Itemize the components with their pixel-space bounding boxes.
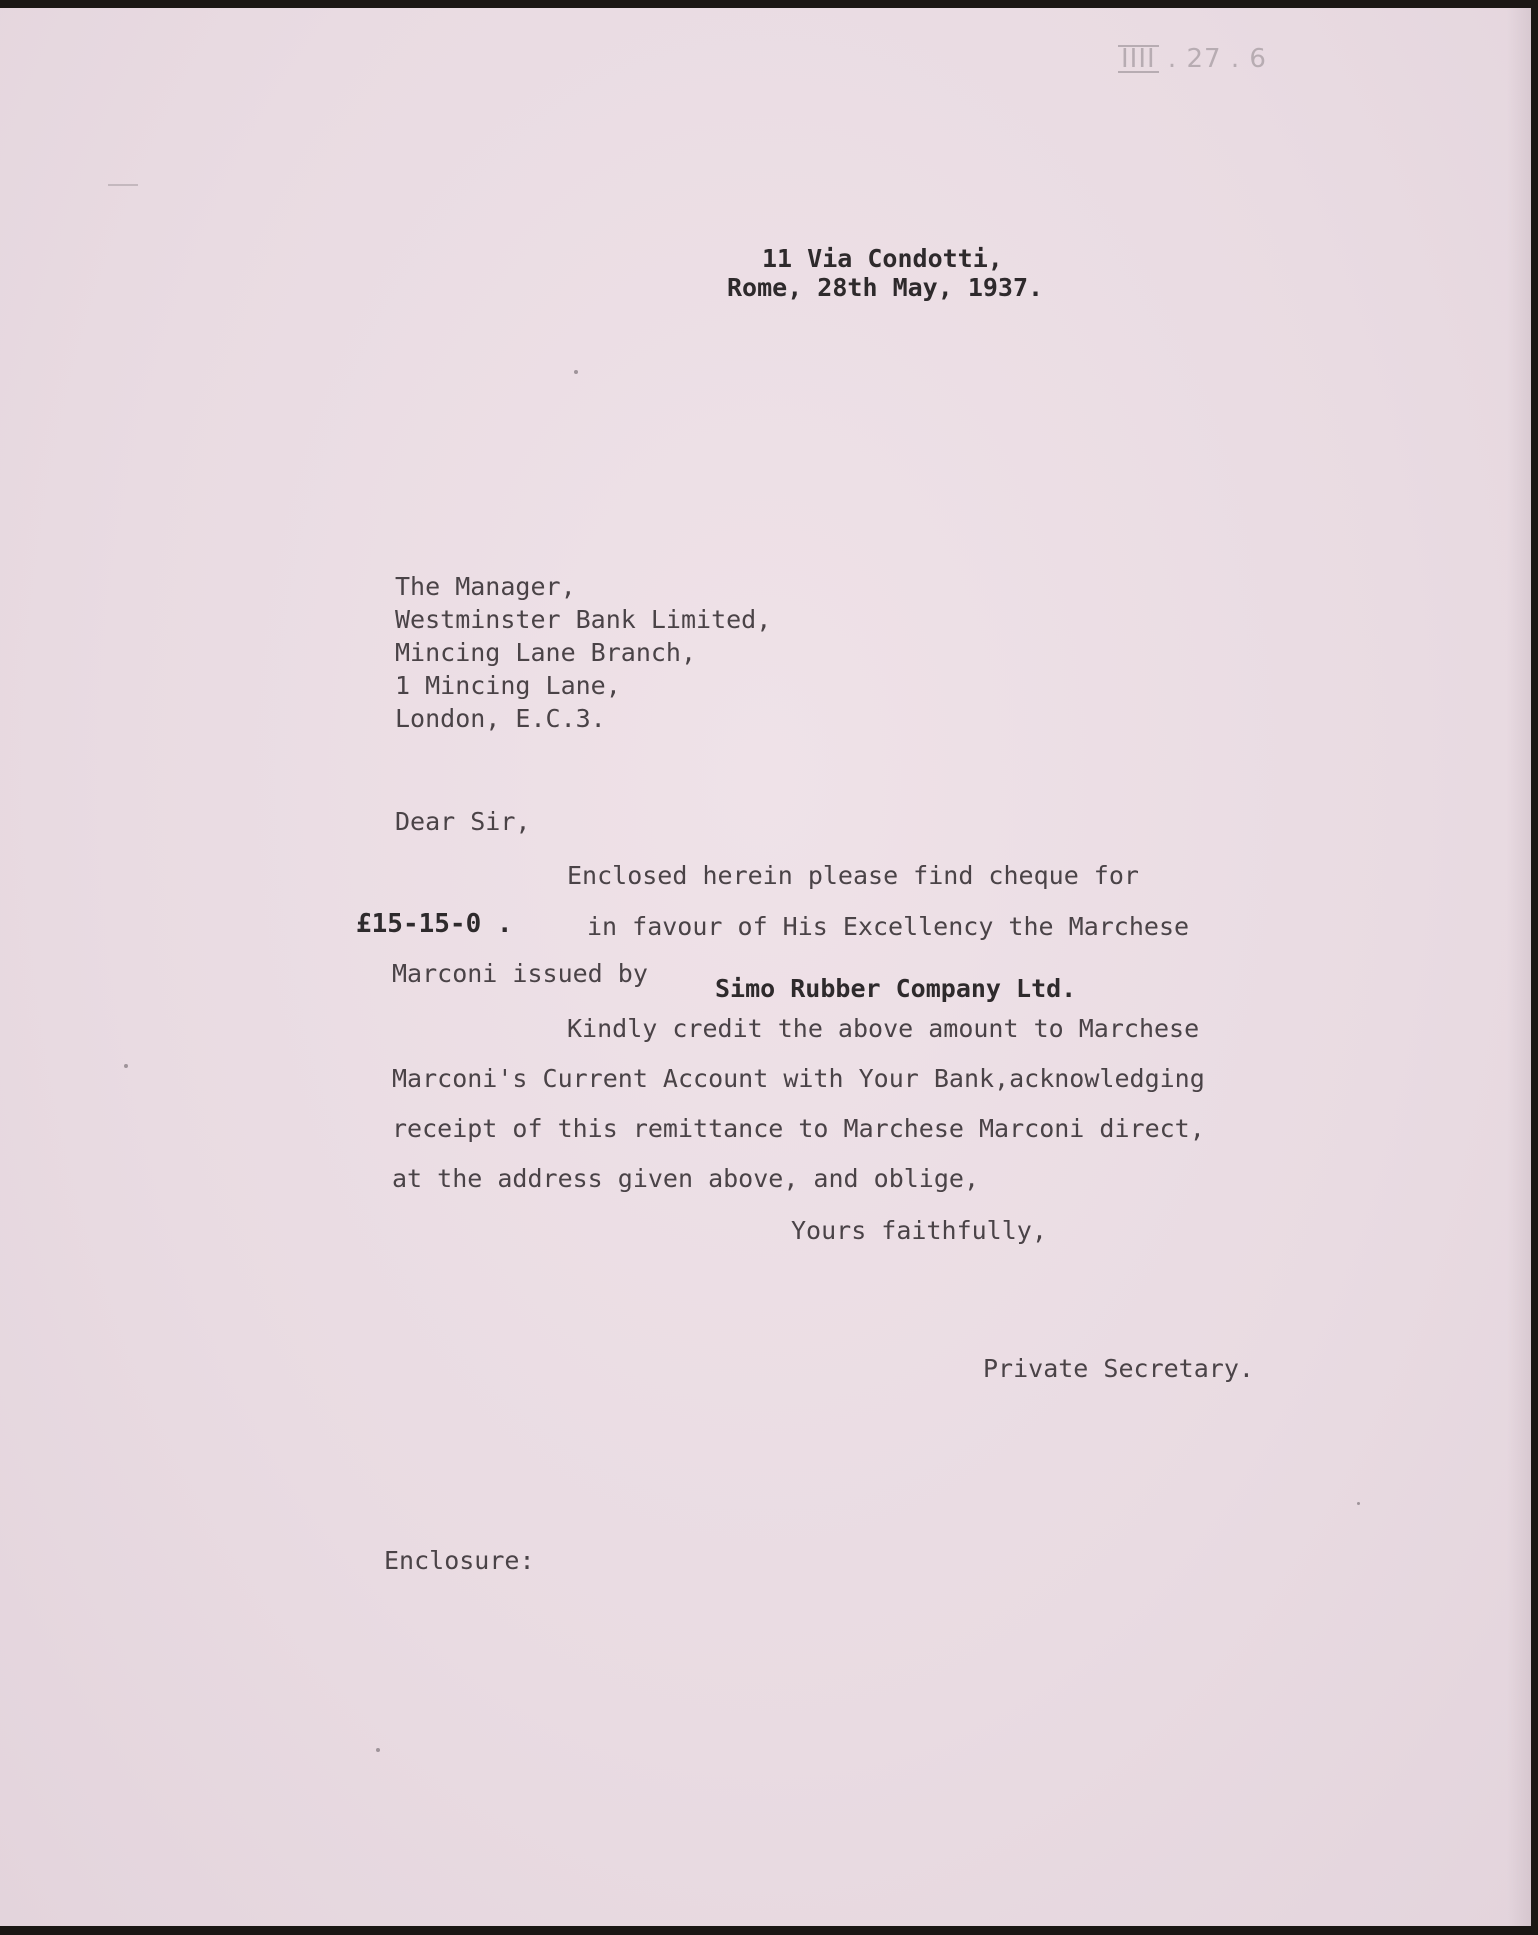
letter-page xyxy=(0,8,1531,1926)
issuer-company: Simo Rubber Company Ltd. xyxy=(715,974,1077,1003)
paper-speck xyxy=(376,1748,380,1752)
closing: Yours faithfully, xyxy=(791,1216,1047,1245)
body-line-1: Enclosed herein please find cheque for xyxy=(567,861,1139,890)
body-line-7: at the address given above, and oblige, xyxy=(392,1164,979,1193)
recipient-line-4: 1 Mincing Lane, xyxy=(395,671,621,700)
body-line-5: Marconi's Current Account with Your Bank,acknowledging xyxy=(392,1064,1205,1093)
body-line-6: receipt of this remittance to Marchese Marconi direct, xyxy=(392,1114,1205,1143)
recipient-line-3: Mincing Lane Branch, xyxy=(395,638,697,667)
salutation: Dear Sir, xyxy=(395,807,531,836)
page-edge-shadow xyxy=(1507,8,1531,1926)
sender-address-line-1: 11 Via Condotti, xyxy=(762,244,1003,273)
body-line-4: Kindly credit the above amount to Marchese xyxy=(567,1014,1200,1043)
body-line-2: in favour of His Excellency the Marchese xyxy=(587,912,1190,941)
signatory-title: Private Secretary. xyxy=(983,1354,1254,1383)
cheque-amount: £15-15-0 . xyxy=(356,909,513,939)
paper-speck xyxy=(574,370,578,374)
recipient-line-2: Westminster Bank Limited, xyxy=(395,605,772,634)
paper-mark xyxy=(108,184,138,186)
body-line-3: Marconi issued by xyxy=(392,959,648,988)
enclosure-note: Enclosure: xyxy=(384,1546,535,1575)
archive-reference: IIII . 27 . 6 xyxy=(1118,44,1267,74)
recipient-line-5: London, E.C.3. xyxy=(395,704,606,733)
letter-date: Rome, 28th May, 1937. xyxy=(727,273,1044,302)
recipient-line-1: The Manager, xyxy=(395,572,576,601)
paper-speck xyxy=(1357,1502,1360,1505)
paper-speck xyxy=(124,1064,128,1068)
